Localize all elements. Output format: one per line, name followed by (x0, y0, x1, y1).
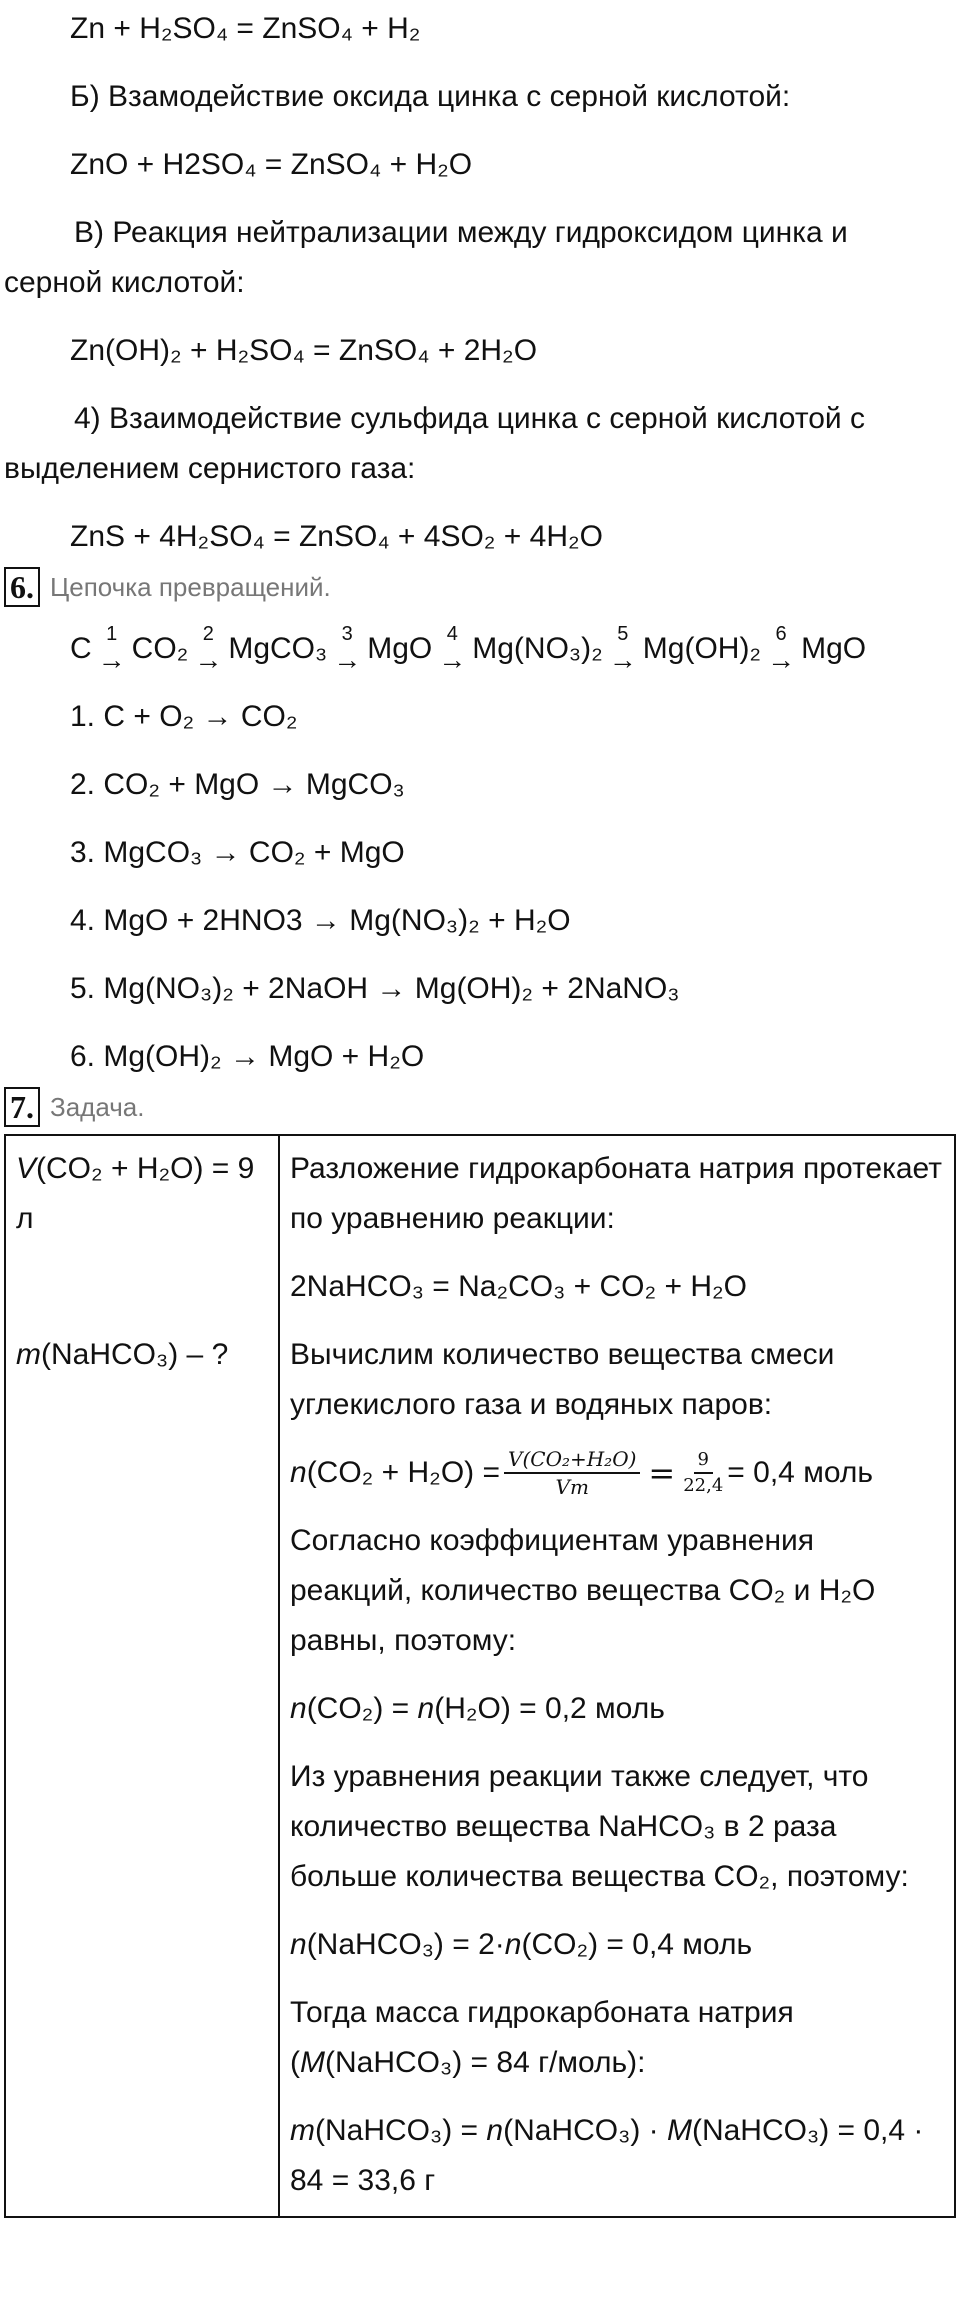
arrow-icon: → (438, 644, 467, 675)
step-3: 3. MgCO₃ → CO₂ + MgO (70, 836, 405, 869)
step-1: 1. C + O₂ → CO₂ (70, 700, 298, 733)
transformation-chain (0, 610, 960, 674)
section-title: Цепочка превращений. (50, 572, 331, 602)
equation-znoh: Zn(OH)₂ + H₂SO₄ = ZnSO₄ + 2H₂O (70, 334, 538, 367)
step-6: 6. Mg(OH)₂ → MgO + H₂O (70, 1040, 425, 1073)
equation-zno: ZnO + H2SO₄ = ZnSO₄ + H₂O (70, 148, 473, 181)
given-column (5, 1135, 279, 2217)
fraction-9-over-22-4: $\frac{9}{22,4}$ (683, 1449, 724, 1496)
solution-formula-n: n (CO₂ + H₂O) = $\frac{\text{V(CO₂+H₂O)}}{Vm}$ = $\frac{9}{22,4}$ = 0,4 моль (290, 1447, 873, 1499)
given-volume: V(CO₂ + H₂O) = 9 л (16, 1152, 255, 1235)
chain-item: MgO (801, 632, 867, 665)
solution-equation: 2NaHCO₃ = Na₂CO₃ + CO₂ + H₂O (290, 1270, 747, 1303)
solution-text: Согласно коэффициентам уравнения реакций, количество вещества CO₂ и H₂O равны, поэтому: (290, 1524, 876, 1657)
chain-item: Mg(NO₃)₂ (472, 632, 603, 665)
section-title: Задача. (50, 1092, 145, 1122)
fraction-v-over-vm: $\frac{\text{V(CO₂+H₂O)}}{Vm}$ (504, 1448, 640, 1498)
step-4: 4. MgO + 2HNO3 → Mg(NO₃)₂ + H₂O (70, 904, 571, 937)
arrow-icon: → (194, 644, 223, 675)
arrow-icon: → (333, 644, 362, 675)
equation-zn: Zn + H₂SO₄ = ZnSO₄ + H₂ (70, 12, 421, 45)
section-7-header (0, 1084, 960, 1130)
step-5: 5. Mg(NO₃)₂ + 2NaOH → Mg(OH)₂ + 2NaNO₃ (70, 972, 680, 1005)
task-table (4, 1134, 956, 2218)
solution-text: Из уравнения реакции также следует, что количество вещества NaHCO₃ в 2 раза больше количества вещества CO₂, поэтому: (290, 1760, 909, 1893)
chain-arrow: 6 → (767, 623, 796, 675)
chain-item: MgCO₃ (228, 632, 328, 665)
chain-item: Mg(OH)₂ (642, 632, 762, 665)
chain-item: CO₂ (131, 632, 189, 665)
arrow-icon: → (767, 644, 796, 675)
equation-zns: ZnS + 4H₂SO₄ = ZnSO₄ + 4SO₂ + 4H₂O (70, 520, 603, 553)
paragraph-v: В) Реакция нейтрализации между гидроксидом цинка и серной кислотой: (4, 216, 848, 299)
chain-arrow: 3 → (333, 623, 362, 675)
chain-arrow: 1 → (97, 623, 126, 675)
chain-item: MgO (367, 632, 433, 665)
paragraph-b: Б) Взамодействие оксида цинка с серной кислотой: (70, 80, 791, 113)
chain-arrow: 5 → (608, 623, 637, 675)
arrow-icon: → (97, 644, 126, 675)
arrow-icon: → (608, 644, 637, 675)
solution-formula: n(NaHCO₃) = 2·n(CO₂) = 0,4 моль (290, 1928, 753, 1961)
section-number: 6. (4, 567, 40, 607)
paragraph-4: 4) Взаимодействие сульфида цинка с серной кислотой с выделением сернистого газа: (4, 402, 866, 485)
chain-arrow: 2 → (194, 623, 223, 675)
chain-arrow: 4 → (438, 623, 467, 675)
solution-text: Вычислим количество вещества смеси углекислого газа и водяных паров: (290, 1338, 835, 1421)
solution-column (279, 1135, 955, 2217)
solution-text: Тогда масса гидрокарбоната натрия (M(NaHCO₃) = 84 г/моль): (290, 1996, 794, 2079)
solution-final: m(NaHCO₃) = n(NaHCO₃) · M(NaHCO₃) = 0,4 · 84 = 33,6 г (290, 2114, 924, 2197)
solution-text: Разложение гидрокарбоната натрия протекает по уравнению реакции: (290, 1152, 942, 1235)
section-number: 7. (4, 1087, 40, 1127)
given-mass: m(NaHCO₃) – ? (16, 1338, 229, 1371)
chain-item: C (70, 632, 92, 665)
step-2: 2. CO₂ + MgO → MgCO₃ (70, 768, 405, 801)
section-6-header (0, 564, 960, 610)
solution-formula: n(CO₂) = n(H₂O) = 0,2 моль (290, 1692, 665, 1725)
page (0, 4, 960, 2218)
